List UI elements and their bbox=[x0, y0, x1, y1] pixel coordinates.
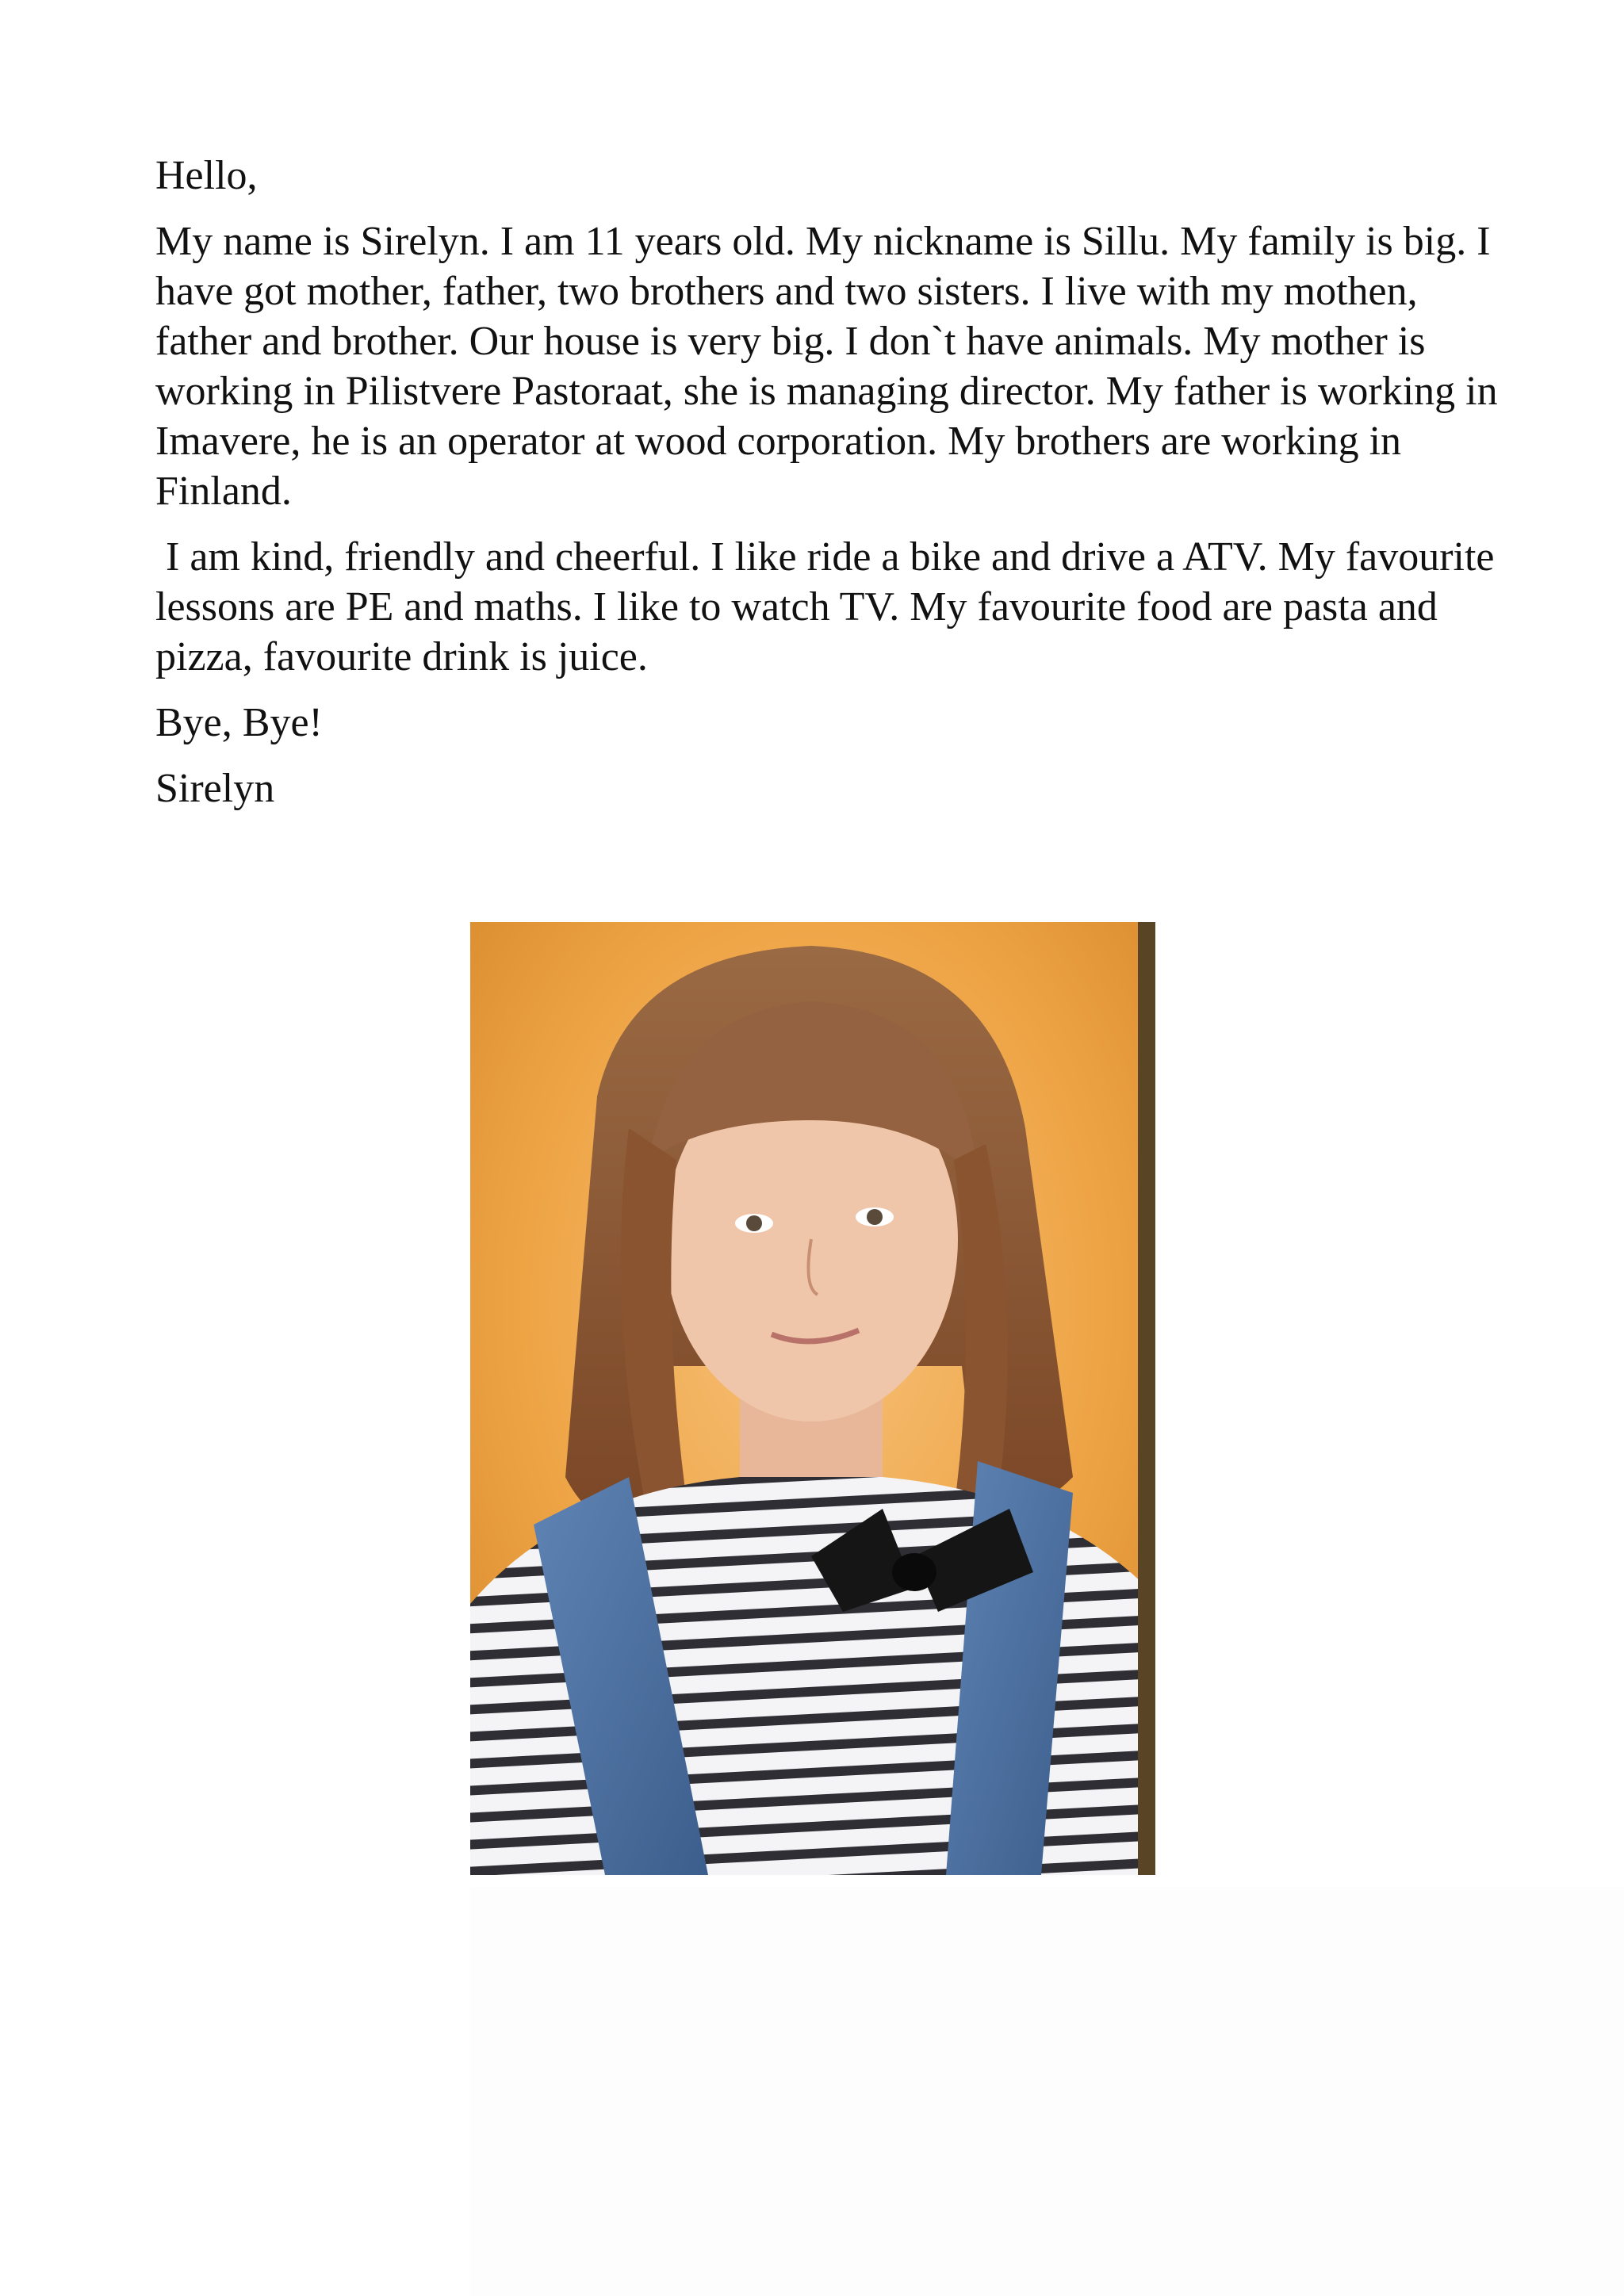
signature: Sirelyn bbox=[155, 766, 275, 811]
greeting: Hello, bbox=[155, 153, 258, 198]
letter-text bbox=[155, 151, 1508, 829]
portrait-illustration bbox=[470, 922, 1155, 1875]
paragraph-interests: I am kind, friendly and cheerful. I like ride a bike and drive a ATV. My favourite lessons are PE and maths. I like to watch TV. My favourite food are pasta and pizza, favourite drink is juice. bbox=[155, 534, 1505, 679]
portrait-photo bbox=[470, 922, 1155, 1875]
paragraph-family: My name is Sirelyn. I am 11 years old. My nickname is Sillu. My family is big. I have got mother, father, two brothers and two sisters. I live with my mothen, father and brother. Our house is very big. I don`t have animals. My mother is working in Pilistvere Pastoraat, she is managing director. My father is working in Imavere, he is an operator at wood corporation. My brothers are working in Finland. bbox=[155, 219, 1508, 514]
page-shade bbox=[470, 1887, 1624, 2296]
closing: Bye, Bye! bbox=[155, 700, 323, 745]
